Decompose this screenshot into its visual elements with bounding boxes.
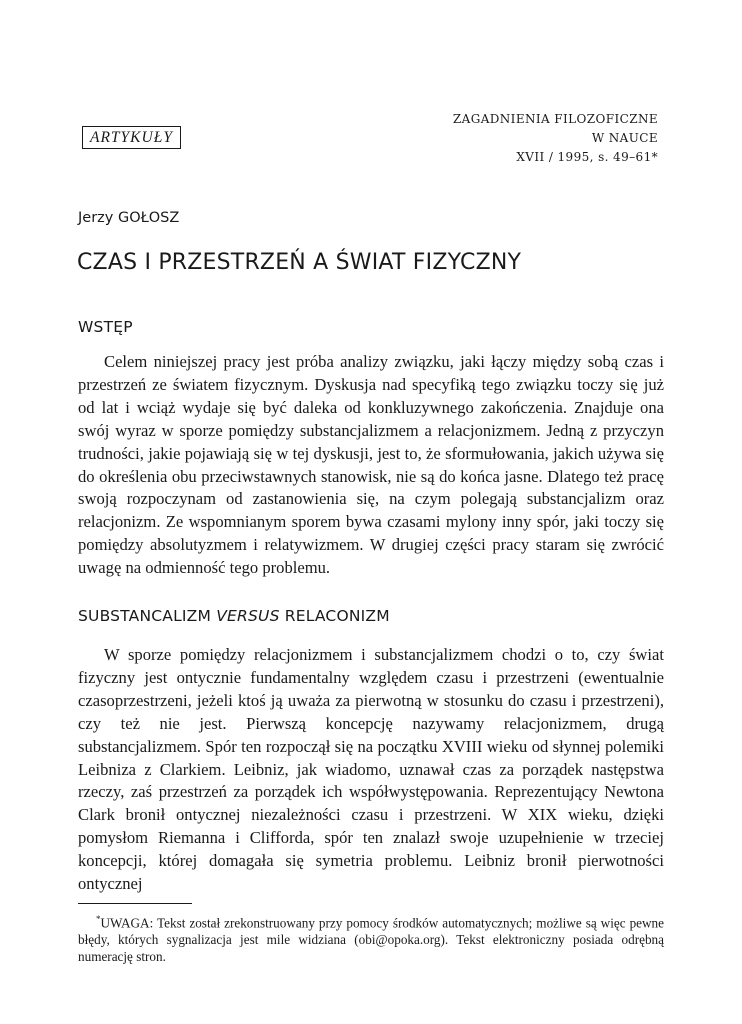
journal-name: ZAGADNIENIA FILOZOFICZNE (452, 112, 658, 126)
heading-part-1: SUBSTANCALIZM (78, 607, 212, 625)
footnote-text: UWAGA: Tekst został zrekonstruowany przy pomocy środków automatycznych; możliwe są więc pewne błędy, których sygnalizacja jest mile widziana (obi@opoka.org). Tekst elektroniczny posiada odrębną numerację stron. (78, 915, 664, 965)
paragraph-substancalism: W sporze pomiędzy relacjonizmem i substancjalizmem chodzi o to, czy świat fizyczny jest ontycznie fundamentalny względem czasu i przestrzeni (ewentualnie czasoprzestrzeni, jeżeli ktoś ją uważa za pierwotną w stosunku do czasu i przestrzeni), czy też nie jest. Pierwszą koncepcję nazywamy relacjonizmem, drugą substancjalizmem. Spór ten rozpoczął się na początku XVIII wieku od słynnej polemiki Leibniza z Clarkiem. Leibniz, jak wiadomo, uznawał czas za porządek następstwa rzeczy, zaś przestrzeń za porządek ich współwystępowania. Reprezentujący Newtona Clark bronił ontycznej niezależności czasu i przestrzeni. W XIX wieku, dzięki pomysłom Riemanna i Clifforda, spór ten znalazł swoje uzupełnienie w trzeciej koncepcji, której domagała się symetria problemu. Leibniz bronił pierwotności ontycznej (78, 645, 664, 894)
heading-part-2: RELACONIZM (284, 607, 390, 625)
article-title: CZAS I PRZESTRZEŃ A ŚWIAT FIZYCZNY (77, 250, 522, 275)
footnote-divider (78, 903, 192, 904)
section-label-box (82, 126, 181, 149)
journal-issue: XVII / 1995, s. 49–61* (516, 150, 658, 164)
section-heading-intro: WSTĘP (78, 318, 133, 336)
author-name: Jerzy GOŁOSZ (78, 210, 180, 226)
journal-info (453, 110, 658, 167)
paragraph-intro: Celem niniejszej pracy jest próba analizy związku, jaki łączy między sobą czas i przestrzeń ze światem fizycznym. Dyskusja nad specyfiką tego związku toczy się już od lat i wciąż wydaje się być daleka od konkluzywnego zakończenia. Znajduje ona swój wyraz w sporze pomiędzy substancjalizmem a relacjonizmem. Jedną z przyczyn trudności, jakie pojawiają się w tej dyskusji, jest to, że sformułowania, jakich używa się do określenia obu przeciwstawnych stanowisk, nie są do końca jasne. Dlatego też pracę swoją rozpoczynam od zastanowienia się, na czym polegają substancjalizm oraz relacjonizm. Ze wspomnianym sporem bywa czasami mylony inny spór, jaki toczy się pomiędzy absolutyzmem i relatywizmem. W drugiej części pracy staram się zwrócić uwagę na odmienność tego problemu. (78, 352, 664, 578)
journal-subname: W NAUCE (591, 131, 658, 145)
heading-italic-versus: VERSUS (216, 607, 280, 625)
section-heading-substancalism (78, 607, 390, 625)
section-label: ARTYKUŁY (90, 129, 173, 146)
footnote (78, 911, 664, 965)
footnote-marker: * (96, 914, 101, 924)
